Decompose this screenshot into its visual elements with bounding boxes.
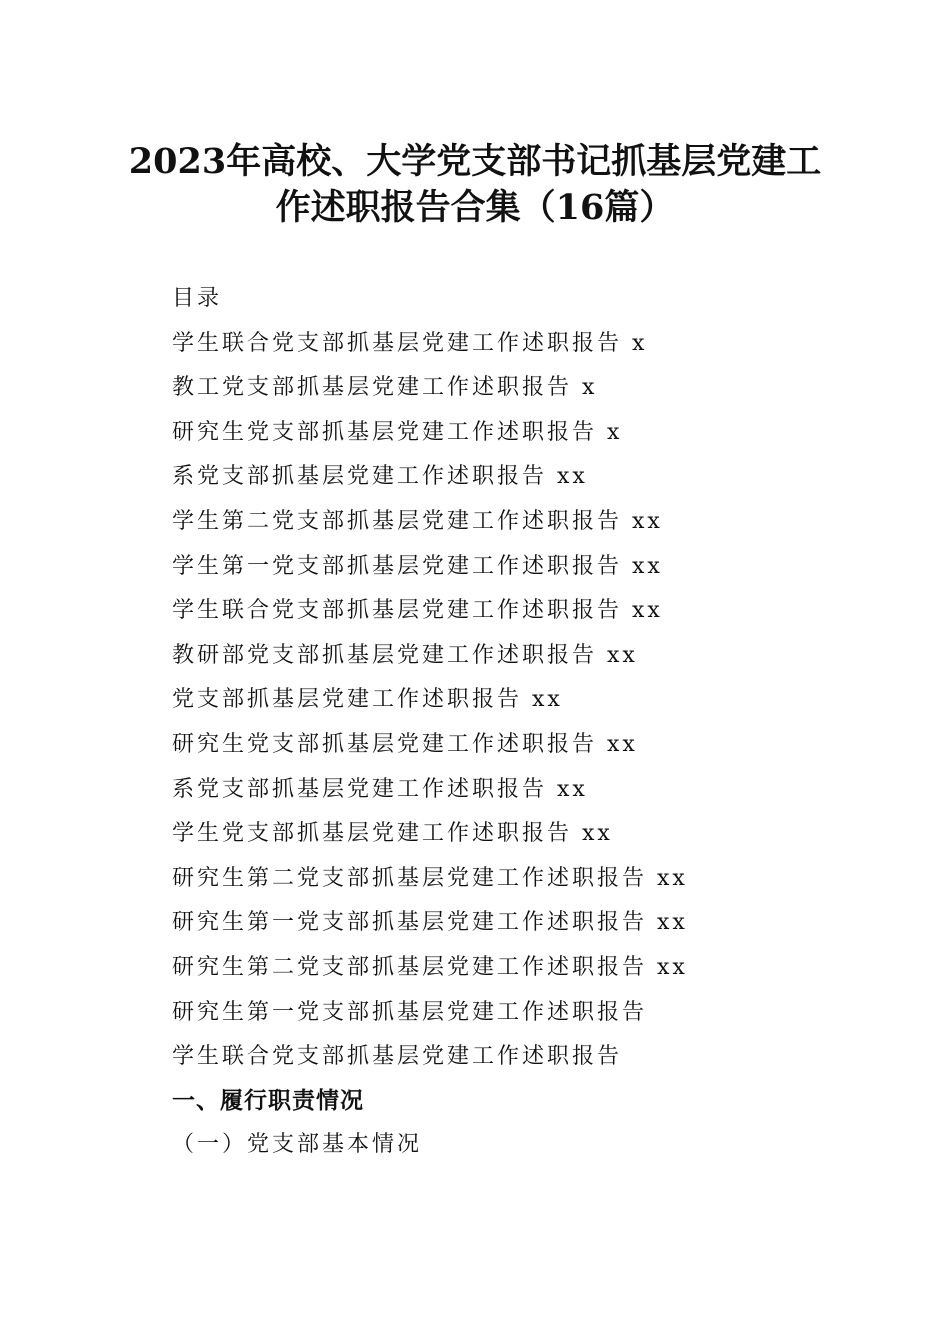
toc-item: 系党支部抓基层党建工作述职报告 xx xyxy=(172,464,588,490)
toc-item: 学生联合党支部抓基层党建工作述职报告 x xyxy=(172,330,648,356)
toc-heading: 目录 xyxy=(172,286,223,311)
toc-item: 学生联合党支部抓基层党建工作述职报告 xyxy=(172,1044,623,1070)
toc-item: 学生联合党支部抓基层党建工作述职报告 xx xyxy=(172,598,663,624)
toc-item: 研究生第一党支部抓基层党建工作述职报告 xx xyxy=(172,910,688,936)
document-title-line-2: 作述职报告合集（16篇） xyxy=(275,187,675,228)
toc-item: 研究生党支部抓基层党建工作述职报告 xx xyxy=(172,731,638,757)
toc-item: 教工党支部抓基层党建工作述职报告 x xyxy=(172,375,598,401)
toc-item: 学生党支部抓基层党建工作述职报告 xx xyxy=(172,821,613,847)
toc-list xyxy=(172,322,812,1080)
toc-item: 教研部党支部抓基层党建工作述职报告 xx xyxy=(172,642,638,668)
toc-item: 研究生第二党支部抓基层党建工作述职报告 xx xyxy=(172,865,688,891)
toc-item: 学生第一党支部抓基层党建工作述职报告 xx xyxy=(172,553,663,579)
toc-item: 研究生第二党支部抓基层党建工作述职报告 xx xyxy=(172,954,688,980)
document-title-line-1: 2023年高校、大学党支部书记抓基层党建工 xyxy=(128,141,822,182)
table-of-contents xyxy=(172,277,812,1080)
toc-item: 研究生第一党支部抓基层党建工作述职报告 xyxy=(172,999,648,1025)
subsection-heading: （一）党支部基本情况 xyxy=(172,1132,423,1157)
toc-item: 学生第二党支部抓基层党建工作述职报告 xx xyxy=(172,508,663,534)
toc-item: 党支部抓基层党建工作述职报告 xx xyxy=(172,687,563,713)
toc-item: 系党支部抓基层党建工作述职报告 xx xyxy=(172,776,588,802)
section-heading: 一、履行职责情况 xyxy=(172,1088,364,1114)
toc-item: 研究生党支部抓基层党建工作述职报告 x xyxy=(172,419,623,445)
